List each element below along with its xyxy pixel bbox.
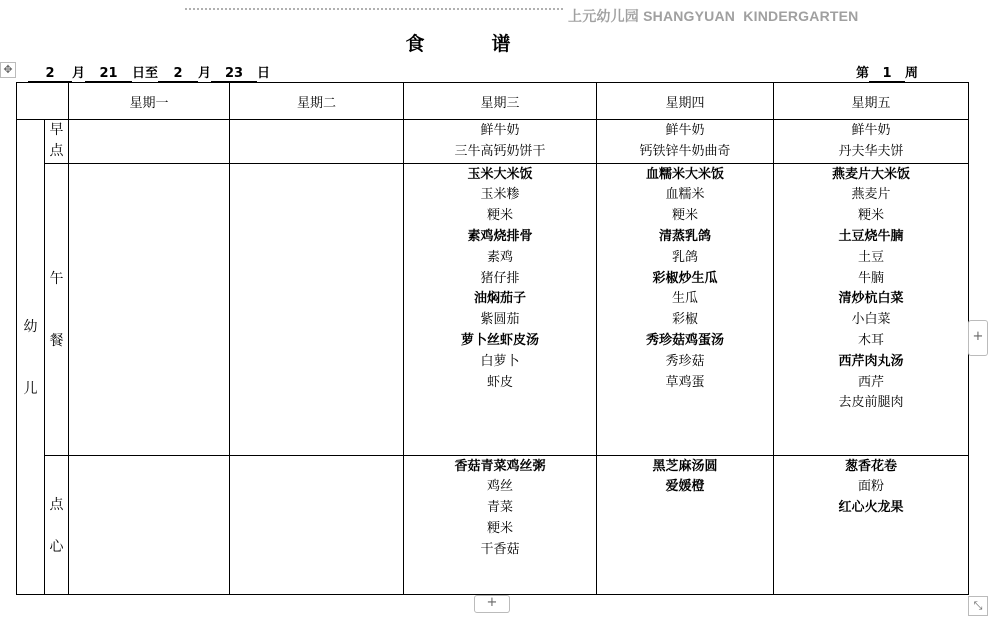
dish-name: 素鸡烧排骨: [467, 228, 533, 244]
day-header-tue[interactable]: 星期二: [230, 83, 404, 120]
ingredient-name: 钙铁锌牛奶曲奇: [639, 143, 731, 159]
dish-name: 油焖茄子: [473, 291, 526, 307]
dish-name: 土豆烧牛腩: [838, 228, 904, 244]
menu-cell-breakfast-tue[interactable]: [230, 120, 404, 164]
menu-cell-snack-tue[interactable]: [230, 455, 404, 594]
ingredient-name: 生瓜: [671, 291, 698, 307]
dish-name: 彩椒炒生瓜: [652, 270, 718, 286]
school-header: 上元幼儿园 SHANGYUAN KINDERGARTEN: [568, 8, 859, 24]
menu-cell-lunch-fri[interactable]: [774, 163, 969, 455]
day-header-fri[interactable]: 星期五: [774, 83, 969, 120]
ingredient-name: 粳米: [857, 208, 884, 224]
group-label-char: 幼: [23, 318, 38, 335]
ingredient-name: 草鸡蛋: [665, 374, 705, 390]
group-label-char: 儿: [23, 380, 38, 397]
ingredient-name: 去皮前腿肉: [838, 395, 904, 411]
ingredient-name: 青菜: [486, 500, 513, 516]
month-label-2: 月: [198, 66, 212, 81]
ingredient-name: 素鸡: [486, 249, 513, 265]
end-day: 23: [211, 66, 257, 82]
ingredient-name: 小白菜: [851, 312, 891, 328]
menu-cell-breakfast-thu[interactable]: [597, 120, 774, 164]
dish-name: 香菇青菜鸡丝粥: [454, 458, 546, 474]
add-row-button[interactable]: +: [474, 595, 510, 613]
meal-label-char: 点: [49, 496, 64, 513]
dish-name: 燕麦片大米饭: [831, 166, 910, 182]
page-title: 食 谱: [405, 33, 535, 55]
day-label: 日: [257, 66, 271, 81]
dish-name: 萝卜丝虾皮汤: [460, 332, 539, 348]
ingredient-name: 虾皮: [486, 374, 513, 390]
menu-cell-snack-mon[interactable]: [69, 455, 230, 594]
menu-cell-breakfast-wed[interactable]: [404, 120, 597, 164]
ingredient-name: 面粉: [857, 479, 884, 495]
meal-label-char: 餐: [49, 333, 64, 350]
dish-name: 血糯米大米饭: [645, 166, 724, 182]
menu-cell-snack-thu[interactable]: [597, 455, 774, 594]
ingredient-name: 乳鸽: [671, 249, 698, 265]
week-prefix: 第: [856, 66, 870, 81]
meal-row-snack: [17, 455, 969, 594]
meal-label-lunch[interactable]: [45, 163, 69, 455]
meal-row-lunch: [17, 163, 969, 455]
menu-cell-breakfast-mon[interactable]: [69, 120, 230, 164]
end-month: 2: [158, 66, 198, 82]
meal-label-snack[interactable]: [45, 455, 69, 594]
dish-name: 清蒸乳鸽: [658, 228, 711, 244]
header-corner-cell[interactable]: [17, 83, 69, 120]
ingredient-name: 牛腩: [857, 270, 884, 286]
dish-name: 西芹肉丸汤: [838, 353, 904, 369]
ingredient-name: 血糯米: [665, 187, 705, 203]
ingredient-name: 三牛高钙奶饼干: [454, 143, 546, 159]
ingredient-name: 西芹: [857, 374, 884, 390]
ingredient-name: 木耳: [857, 332, 884, 348]
day-header-thu[interactable]: 星期四: [597, 83, 774, 120]
ingredient-name: 丹夫华夫饼: [838, 143, 904, 159]
dish-name: 清炒杭白菜: [838, 291, 904, 307]
day-header-mon[interactable]: 星期一: [69, 83, 230, 120]
day-header-wed[interactable]: 星期三: [404, 83, 597, 120]
add-column-button[interactable]: +: [968, 320, 988, 356]
meal-label-char: 心: [49, 538, 64, 555]
ingredient-name: 猪仔排: [480, 270, 520, 286]
ingredient-name: 鲜牛奶: [480, 123, 520, 138]
meal-row-breakfast: [17, 120, 969, 164]
dish-name: 秀珍菇鸡蛋汤: [645, 332, 724, 348]
dish-name: 玉米大米饭: [467, 166, 533, 182]
month-label-1: 月: [72, 66, 86, 81]
ingredient-name: 粳米: [486, 208, 513, 224]
ingredient-name: 干香菇: [480, 541, 520, 557]
ingredient-name: 彩椒: [671, 312, 698, 328]
week-number: [856, 62, 918, 82]
menu-cell-snack-wed[interactable]: [404, 455, 597, 594]
menu-cell-lunch-mon[interactable]: [69, 163, 230, 455]
table-resize-handle-icon[interactable]: ⤡: [968, 596, 988, 616]
week-value: 1: [869, 66, 905, 82]
menu-cell-lunch-thu[interactable]: [597, 163, 774, 455]
week-suffix: 周: [905, 66, 919, 81]
header-dotted-line: [185, 8, 563, 10]
dish-name: 爱媛橙: [665, 479, 705, 495]
table-move-handle-icon[interactable]: ✥: [0, 62, 16, 78]
group-label-cell[interactable]: [17, 120, 45, 595]
date-range: [28, 62, 270, 82]
date-to-label: 日至: [132, 66, 159, 81]
ingredient-name: 紫圆茄: [480, 312, 520, 328]
ingredient-name: 鲜牛奶: [665, 123, 705, 138]
ingredient-name: 土豆: [857, 249, 884, 265]
menu-table: [16, 82, 969, 595]
dish-name: 红心火龙果: [838, 500, 904, 516]
ingredient-name: 秀珍菇: [665, 353, 705, 369]
dish-name: 黑芝麻汤圆: [652, 458, 718, 474]
dish-name: 葱香花卷: [844, 458, 897, 474]
menu-cell-breakfast-fri[interactable]: [774, 120, 969, 164]
meal-label-char: 午: [49, 271, 64, 288]
meal-label-char: 早: [49, 122, 64, 138]
menu-cell-snack-fri[interactable]: [774, 455, 969, 594]
meal-label-char: 点: [49, 142, 64, 159]
ingredient-name: 玉米糁: [480, 187, 520, 203]
meal-label-breakfast[interactable]: [45, 120, 69, 164]
start-day: 21: [85, 66, 132, 82]
start-month: 2: [28, 66, 72, 82]
menu-cell-lunch-tue[interactable]: [230, 163, 404, 455]
ingredient-name: 鸡丝: [486, 479, 513, 495]
ingredient-name: 燕麦片: [851, 187, 891, 203]
header-row: [17, 83, 969, 120]
ingredient-name: 粳米: [671, 208, 698, 224]
ingredient-name: 白萝卜: [480, 353, 520, 369]
ingredient-name: 鲜牛奶: [851, 123, 891, 138]
menu-cell-lunch-wed[interactable]: [404, 163, 597, 455]
ingredient-name: 粳米: [486, 520, 513, 536]
